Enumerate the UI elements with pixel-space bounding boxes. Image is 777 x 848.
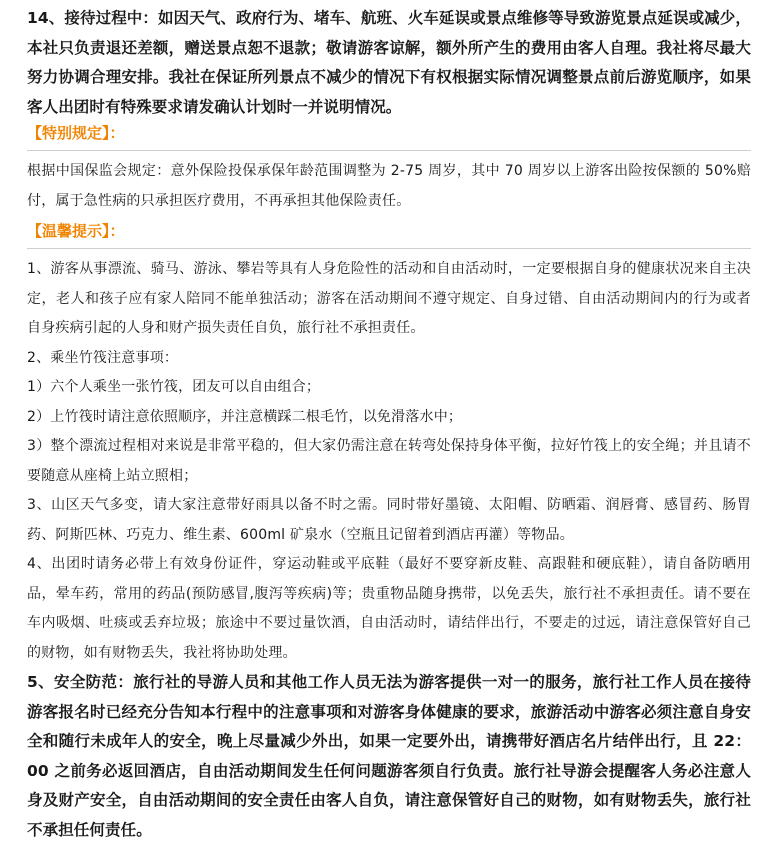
section-divider [27,150,751,151]
special-rules-text: 根据中国保监会规定：意外保险投保承保年龄范围调整为 2-75 周岁，其中 70 周岁以上游客出险按保额的 50%赔付，属于急性病的只承担医疗费用，不再承担其他保险责任。 [27,163,751,209]
tip-item: 4、出团时请务必带上有效身份证件，穿运动鞋或平底鞋（最好不要穿新皮鞋、高跟鞋和硬底鞋），请自备防晒用品，晕车药，常用的药品(预防感冒,腹泻等疾病)等；贵重物品随身携带，以免丢失，旅行社不承担责任。请不要在车内吸烟、吐痰或丢弃垃圾；旅途中不要过量饮酒，自由活动时，请结伴出行，不要走的过远，请注意保管好自己的财物，如有财物丢失，我社将协助处理。 [27,556,751,661]
notice-14-paragraph: 14、接待过程中：如因天气、政府行为、堵车、航班、火车延误或景点维修等导致游览景点延误或减少，本社只负责退还差额，赠送景点恕不退款；敬请游客谅解，额外所产生的费用由客人自理。我社将尽最大努力协调合理安排。我社在保证所列景点不减少的情况下有权根据实际情况调整景点前后游览顺序，如果客人出团时有特殊要求请发确认计划时一并说明情况。 [27,9,751,116]
tip-item: 3）整个漂流过程相对来说是非常平稳的，但大家仍需注意在转弯处保持身体平衡，拉好竹筏上的安全绳；并且请不要随意从座椅上站立照相； [27,438,751,484]
warm-tips-heading: 【温馨提示】： [27,222,125,240]
section-divider [27,248,751,249]
tip-item: 3、山区天气多变，请大家注意带好雨具以备不时之需。同时带好墨镜、太阳帽、防晒霜、润唇膏、感冒药、肠胃药、阿斯匹林、巧克力、维生素、600ml 矿泉水（空瓶且记留着到酒店再灌）等物品。 [27,497,751,543]
special-rules-heading: 【特别规定】： [27,124,125,142]
tip-item: 1）六个人乘坐一张竹筏，团友可以自由组合； [27,379,321,395]
tip-item: 1、游客从事漂流、骑马、游泳、攀岩等具有人身危险性的活动和自由活动时，一定要根据自身的健康状况来自主决定，老人和孩子应有家人陪同不能单独活动；游客在活动期间不遵守规定、自身过错、自由活动期间内的行为或者自身疾病引起的人身和财产损失责任自负，旅行社不承担责任。 [27,261,751,336]
tip-item: 2、乘坐竹筏注意事项： [27,349,179,366]
safety-paragraph: 5、安全防范：旅行社的导游人员和其他工作人员无法为游客提供一对一的服务，旅行社工作人员在接待游客报名时已经充分告知本行程中的注意事项和对游客身体健康的要求，旅游活动中游客必须注意自身安全和随行未成年人的安全，晚上尽量减少外出，如果一定要外出，请携带好酒店名片结伴出行，且 22：00 之前务必返回酒店，自由活动期间发生任何问题游客须自行负责。旅行社导游会提醒客人务必注意人身及财产安全，自由活动期间的安全责任由客人自负，请注意保管好自己的财物，如有财物丢失，旅行社不承担任何责任。 [27,673,751,839]
tip-item: 2）上竹筏时请注意依照顺序，并注意横踩二根毛竹，以免滑落水中； [27,408,463,425]
